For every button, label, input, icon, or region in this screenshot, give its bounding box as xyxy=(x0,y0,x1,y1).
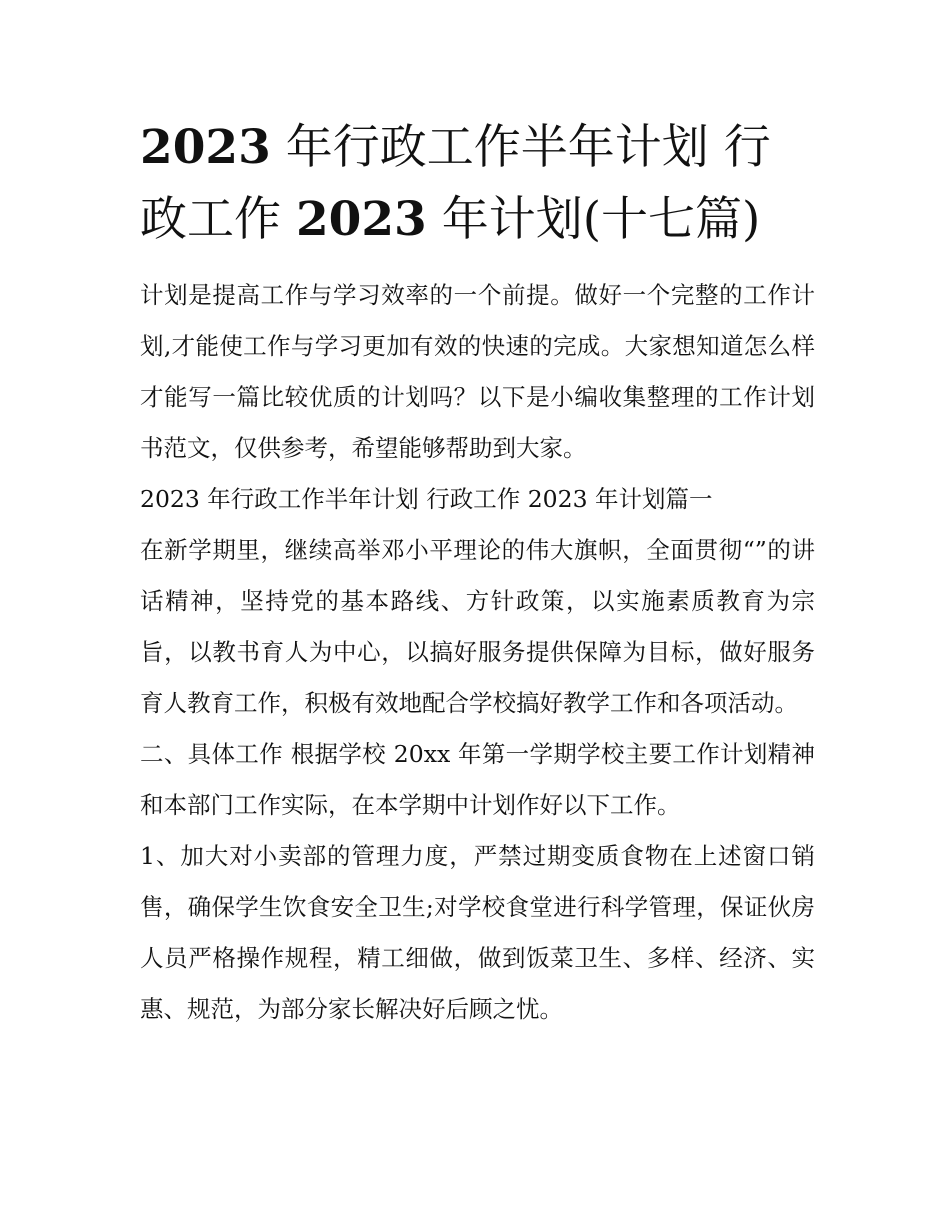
title-text-1: 年行政工作半年计划 行 xyxy=(270,120,771,175)
body-paragraph: 1、加大对小卖部的管理力度，严禁过期变质食物在上述窗口销售，确保学生饮食安全卫生;对学校食堂进行科学管理，保证伙房人员严格操作规程，精工细做，做到饭菜卫生、多样、经济、实惠、规范，为部分家长解决好后顾之忧。 xyxy=(140,842,815,1023)
title-line-2 xyxy=(140,184,815,256)
document-title xyxy=(140,112,815,256)
body-paragraph: 二、具体工作 根据学校 20xx 年第一学期学校主要工作计划精神和本部门工作实际，在本学期中计划作好以下工作。 xyxy=(140,740,815,819)
title-year-1: 2023 xyxy=(140,120,271,175)
body-paragraph: 在新学期里，继续高举邓小平理论的伟大旗帜，全面贯彻“”的讲话精神，坚持党的基本路线、方针政策，以实施素质教育为宗旨，以教书育人为中心，以搞好服务提供保障为目标，做好服务育人教育工作，积极有效地配合学校搞好教学工作和各项活动。 xyxy=(140,536,815,717)
section-heading: 2023 年行政工作半年计划 行政工作 2023 年计划篇一 xyxy=(140,485,713,513)
title-line-1 xyxy=(140,112,815,184)
document-body xyxy=(140,270,815,1035)
document-page xyxy=(140,112,815,1035)
title-text-3: 年计划(十七篇) xyxy=(426,192,761,247)
title-text-2: 政工作 xyxy=(140,192,296,247)
title-year-2: 2023 xyxy=(295,192,427,247)
intro-paragraph: 计划是提高工作与学习效率的一个前提。做好一个完整的工作计划,才能使工作与学习更加有效的快速的完成。大家想知道怎么样才能写一篇比较优质的计划吗？以下是小编收集整理的工作计划书范文，仅供参考，希望能够帮助到大家。 xyxy=(140,281,815,462)
